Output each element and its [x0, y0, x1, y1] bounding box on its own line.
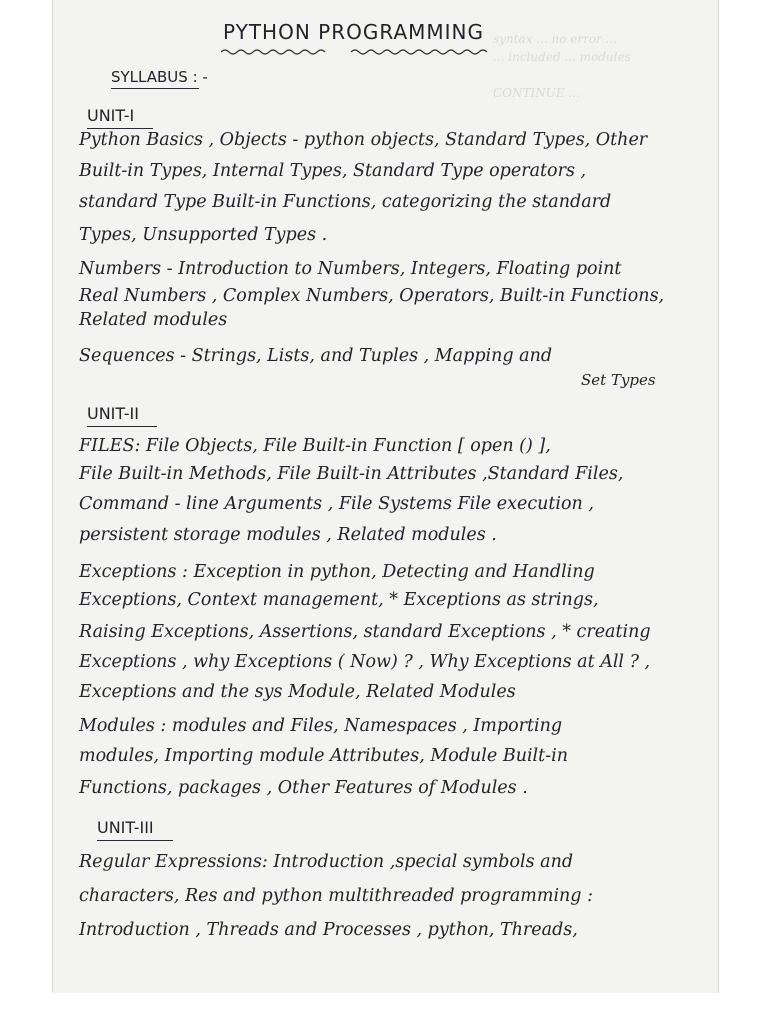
unit-line: Python Basics , Objects - python objects, Standard Types, Other	[79, 130, 648, 150]
unit-line: Built-in Types, Internal Types, Standard Type operators ,	[79, 161, 587, 181]
unit-heading: UNIT-I	[87, 106, 135, 125]
bleed-line: CONTINUE ...	[493, 86, 580, 100]
notebook-page	[52, 0, 719, 993]
unit-underline	[87, 128, 153, 129]
unit-line: Exceptions , why Exceptions ( Now) ? , Why Exceptions at All ? ,	[79, 652, 651, 672]
syllabus-label: SYLLABUS : -	[111, 68, 208, 86]
page-title: PYTHON PROGRAMMING	[223, 20, 484, 44]
bleed-through-text	[493, 30, 703, 102]
unit-line: Functions, packages , Other Features of Modules .	[79, 778, 528, 798]
unit-line: Introduction , Threads and Processes , python, Threads,	[79, 920, 578, 940]
unit-line: Regular Expressions: Introduction ,special symbols and	[79, 852, 574, 872]
title-wavy-underline	[221, 48, 491, 56]
unit-line: Exceptions and the sys Module, Related Modules	[79, 682, 516, 702]
unit-line: Real Numbers , Complex Numbers, Operators, Built-in Functions,	[79, 286, 665, 306]
unit-line: Related modules	[79, 310, 228, 330]
unit-line: Types, Unsupported Types .	[79, 225, 328, 245]
unit-line: Command - line Arguments , File Systems File execution ,	[79, 494, 594, 514]
unit-line: characters, Res and python multithreaded programming :	[79, 886, 593, 906]
unit-line: Modules : modules and Files, Namespaces , Importing	[79, 716, 563, 736]
unit-heading: UNIT-II	[87, 404, 139, 423]
bleed-line: ... included ... modules	[493, 50, 631, 64]
unit-line: Set Types	[581, 371, 656, 389]
unit-line: Numbers - Introduction to Numbers, Integers, Floating point	[79, 259, 622, 279]
syllabus-underline	[111, 88, 199, 89]
unit-line: Sequences - Strings, Lists, and Tuples , Mapping and	[79, 346, 553, 366]
unit-line: modules, Importing module Attributes, Module Built-in	[79, 746, 568, 766]
unit-line: FILES: File Objects, File Built-in Function [ open () ],	[79, 436, 551, 456]
unit-line: persistent storage modules , Related modules .	[79, 525, 497, 545]
unit-line: Raising Exceptions, Assertions, standard Exceptions , * creating	[79, 622, 651, 642]
unit-line: File Built-in Methods, File Built-in Attributes ,Standard Files,	[79, 464, 624, 484]
unit-line: Exceptions : Exception in python, Detecting and Handling	[79, 562, 595, 582]
unit-line: standard Type Built-in Functions, categorizing the standard	[79, 192, 612, 212]
unit-line: Exceptions, Context management, * Exceptions as strings,	[79, 590, 599, 610]
unit-underline	[87, 426, 157, 427]
unit-heading: UNIT-III	[97, 818, 154, 837]
unit-underline	[97, 840, 173, 841]
bleed-line: syntax ... no error ...	[493, 32, 618, 46]
